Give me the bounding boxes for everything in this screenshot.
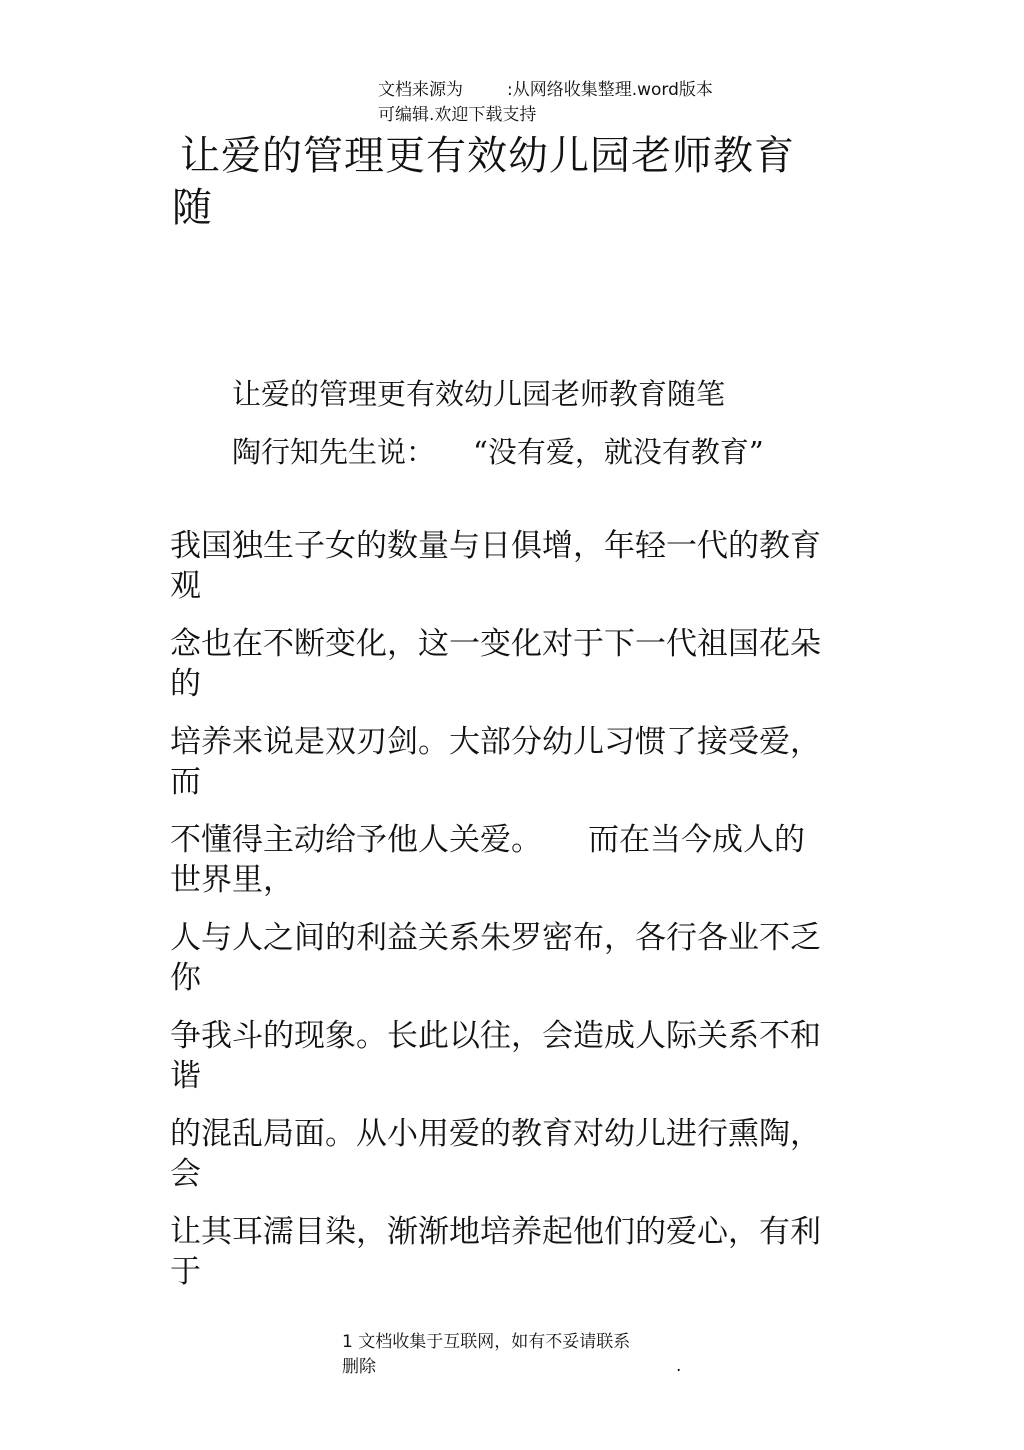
body-line-text: 人与人之间的利益关系朱罗密布，各行各业不乏	[170, 920, 821, 956]
body-line-text: 我国独生子女的数量与日俱增，年轻一代的教育	[170, 528, 821, 564]
body-line-wrap: 观	[170, 568, 201, 604]
body-line-wrap: 会	[170, 1156, 201, 1192]
body-paragraph-line	[170, 1016, 850, 1114]
body-paragraph-line	[170, 1114, 850, 1212]
body-paragraph-line	[170, 526, 850, 624]
header-note-line-1	[378, 78, 713, 103]
header-note-source-label: 文档来源为	[378, 80, 463, 100]
body-line-wrap: 你	[170, 960, 201, 996]
body-line-wrap: 而	[170, 764, 201, 800]
page-footer	[342, 1330, 630, 1380]
footer-line-2: 删除	[342, 1357, 376, 1377]
document-title-line-1: 让爱的管理更有效幼儿园老师教育	[180, 133, 795, 179]
body-line-text: 不懂得主动给予他人关爱。	[170, 822, 542, 858]
body-line-text-cont: 而在当今成人的	[588, 822, 805, 858]
body-line-wrap: 谐	[170, 1058, 201, 1094]
quote-attribution: 陶行知先生说：	[232, 435, 436, 469]
body-line-text: 念也在不断变化，这一变化对于下一代祖国花朵	[170, 626, 821, 662]
body-paragraph-line	[170, 722, 850, 820]
header-note	[378, 78, 713, 128]
footer-dot: .	[676, 1356, 682, 1376]
body-text	[170, 526, 850, 1310]
document-title	[172, 130, 832, 234]
body-paragraph-line	[170, 624, 850, 722]
body-line-text: 争我斗的现象。长此以往，会造成人际关系不和	[170, 1018, 821, 1054]
header-note-source-text: :从网络收集整理.word版本	[507, 80, 713, 100]
body-line-wrap: 于	[170, 1254, 201, 1290]
footer-line-1: 1 文档收集于互联网，如有不妥请联系	[342, 1332, 631, 1352]
body-line-wrap: 世界里，	[170, 862, 294, 898]
body-line-wrap: 的	[170, 666, 201, 702]
header-note-line-2: 可编辑.欢迎下载支持	[378, 105, 537, 125]
quote-text: “没有爱，就没有教育”	[473, 435, 764, 469]
body-line-text: 让其耳濡目染，渐渐地培养起他们的爱心，有利	[170, 1214, 821, 1250]
subtitle-heading: 让爱的管理更有效幼儿园老师教育随笔	[232, 377, 726, 411]
subtitle-quote	[232, 432, 764, 472]
document-title-line-2: 随	[172, 185, 213, 231]
body-line-text: 培养来说是双刃剑。大部分幼儿习惯了接受爱，	[170, 724, 821, 760]
body-line-text: 的混乱局面。从小用爱的教育对幼儿进行熏陶，	[170, 1116, 821, 1152]
body-paragraph-line	[170, 918, 850, 1016]
body-paragraph-line	[170, 1212, 850, 1310]
body-paragraph-line	[170, 820, 850, 918]
